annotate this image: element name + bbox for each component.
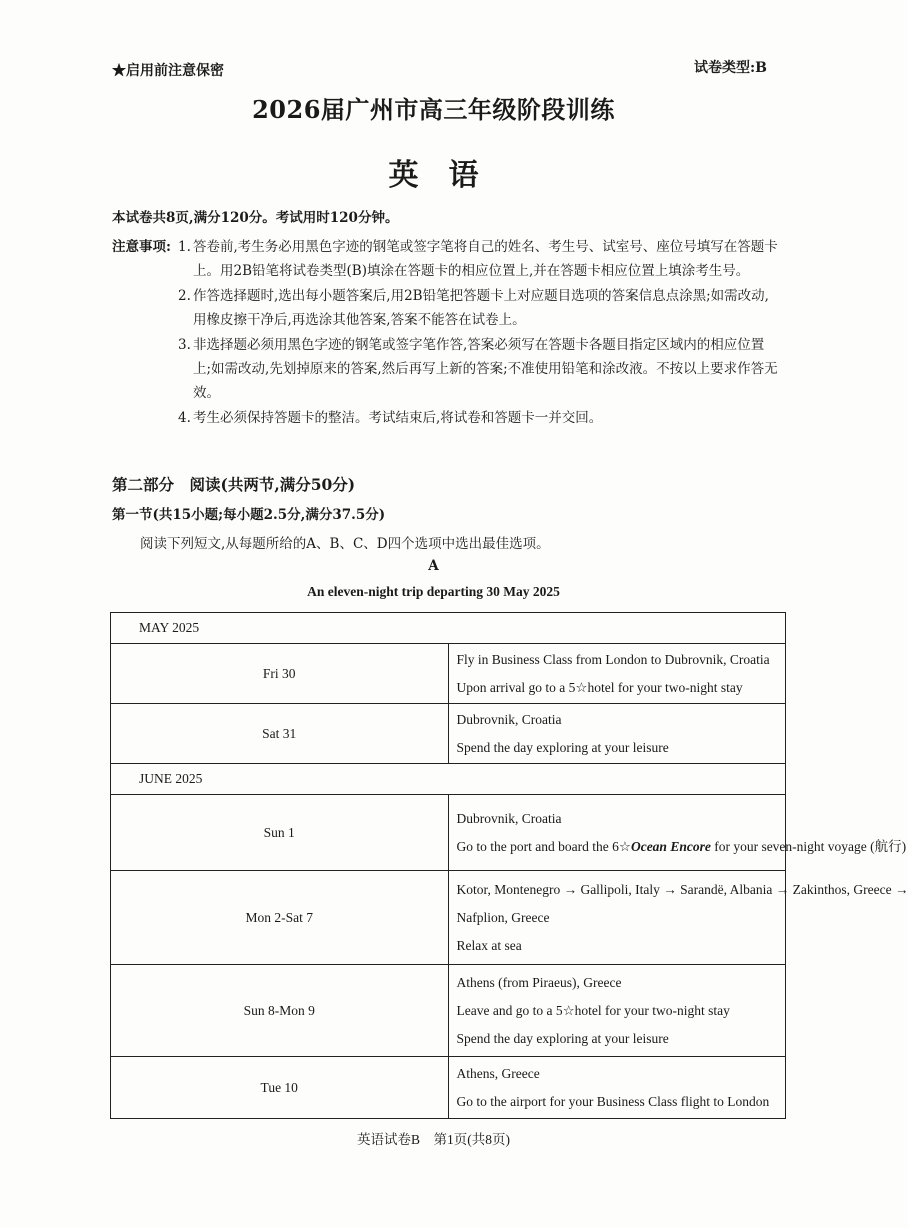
- desc-cell: [448, 965, 786, 1057]
- month-cell: JUNE 2025: [111, 764, 786, 795]
- day-cell: Sun 1: [111, 795, 449, 871]
- note-text: 非选择题必须用黑色字迹的钢笔或签字笔作答,答案必须写在答题卡各题目指定区域内的相应位置上;如需改动,先划掉原来的答案,然后再写上新的答案;不准使用铅笔和涂改液。不按以上要求作答无效。: [193, 337, 778, 401]
- note-item: [178, 235, 778, 283]
- desc-text: Go to the port and board the 6☆: [456, 838, 631, 854]
- notes-list: [178, 235, 778, 431]
- note-item: [178, 406, 778, 430]
- day-cell: Sun 8-Mon 9: [111, 965, 449, 1057]
- passage-label: A: [428, 558, 439, 574]
- desc-line: Spend the day exploring at your leisure: [456, 1030, 669, 1046]
- note-number: 1.: [178, 239, 191, 255]
- table-row: [111, 704, 786, 764]
- note-item: [178, 284, 778, 332]
- table-caption: An eleven-night trip departing 30 May 2025: [307, 584, 560, 599]
- paper-type: 试卷类型:B: [694, 60, 768, 76]
- day-cell: Fri 30: [111, 644, 449, 704]
- note-item: [178, 333, 778, 405]
- exam-intro: 本试卷共8页,满分120分。考试用时120分钟。: [112, 210, 399, 226]
- desc-line: Fly in Business Class from London to Dubrovnik, Croatia: [456, 651, 770, 667]
- desc-line: Dubrovnik, Croatia: [456, 810, 562, 826]
- table-row: [111, 965, 786, 1057]
- note-number: 3.: [178, 337, 191, 353]
- exam-title: 2026届广州市高三年级阶段训练: [252, 95, 615, 124]
- day-cell: Tue 10: [111, 1057, 449, 1119]
- desc-line: [456, 833, 907, 861]
- note-text: 答卷前,考生务必用黑色字迹的钢笔或签字笔将自己的姓名、考生号、试室号、座位号填写在答题卡上。用2B铅笔将试卷类型(B)填涂在答题卡的相应位置上,并在答题卡相应位置上填涂考生号。: [193, 239, 778, 279]
- desc-line: Athens, Greece: [456, 1065, 540, 1081]
- day-cell: Sat 31: [111, 704, 449, 764]
- table-row: [111, 871, 786, 965]
- desc-cell: [448, 704, 786, 764]
- itinerary-table: [110, 612, 908, 1119]
- note-number: 2.: [178, 288, 191, 304]
- day-cell: Mon 2-Sat 7: [111, 871, 449, 965]
- desc-text: for your seven-night voyage (航行): [710, 838, 907, 854]
- desc-cell: [448, 1057, 786, 1119]
- month-row: [111, 764, 786, 795]
- desc-line: Dubrovnik, Croatia: [456, 711, 562, 727]
- desc-line: Nafplion, Greece: [456, 909, 550, 925]
- desc-line: Spend the day exploring at your leisure: [456, 739, 669, 755]
- page-footer: 英语试卷B 第1页(共8页): [357, 1132, 510, 1147]
- note-number: 4.: [178, 410, 191, 426]
- table-row: [111, 795, 786, 871]
- part-title: 第二部分 阅读(共两节,满分50分): [112, 475, 356, 494]
- table-row: [111, 1057, 786, 1119]
- desc-line: Leave and go to a 5☆hotel for your two-night stay: [456, 1002, 730, 1018]
- desc-cell: [448, 795, 907, 871]
- desc-cell: [448, 871, 908, 965]
- ship-name: Ocean Encore: [630, 838, 711, 854]
- section-title: 第一节(共15小题;每小题2.5分,满分37.5分): [112, 507, 386, 523]
- confidential-notice: ★启用前注意保密: [112, 63, 224, 79]
- desc-cell: [448, 644, 786, 704]
- section-instruction: 阅读下列短文,从每题所给的A、B、C、D四个选项中选出最佳选项。: [140, 536, 550, 552]
- exam-subject: 英语: [388, 158, 509, 193]
- desc-line: Athens (from Piraeus), Greece: [456, 974, 622, 990]
- desc-line: Go to the airport for your Business Class flight to London: [456, 1093, 770, 1109]
- desc-line: Upon arrival go to a 5☆hotel for your two-night stay: [456, 679, 743, 695]
- desc-line: Kotor, Montenegro → Gallipoli, Italy → Sarandë, Albania → Zakinthos, Greece →: [456, 881, 908, 897]
- notes-label: 注意事项:: [112, 239, 171, 255]
- month-row: [111, 613, 786, 644]
- desc-line: Relax at sea: [456, 937, 522, 953]
- note-text: 作答选择题时,选出每小题答案后,用2B铅笔把答题卡上对应题目选项的答案信息点涂黑;如需改动,用橡皮擦干净后,再选涂其他答案,答案不能答在试卷上。: [193, 288, 769, 328]
- month-cell: MAY 2025: [111, 613, 786, 644]
- table-row: [111, 644, 786, 704]
- note-text: 考生必须保持答题卡的整洁。考试结束后,将试卷和答题卡一并交回。: [193, 410, 603, 426]
